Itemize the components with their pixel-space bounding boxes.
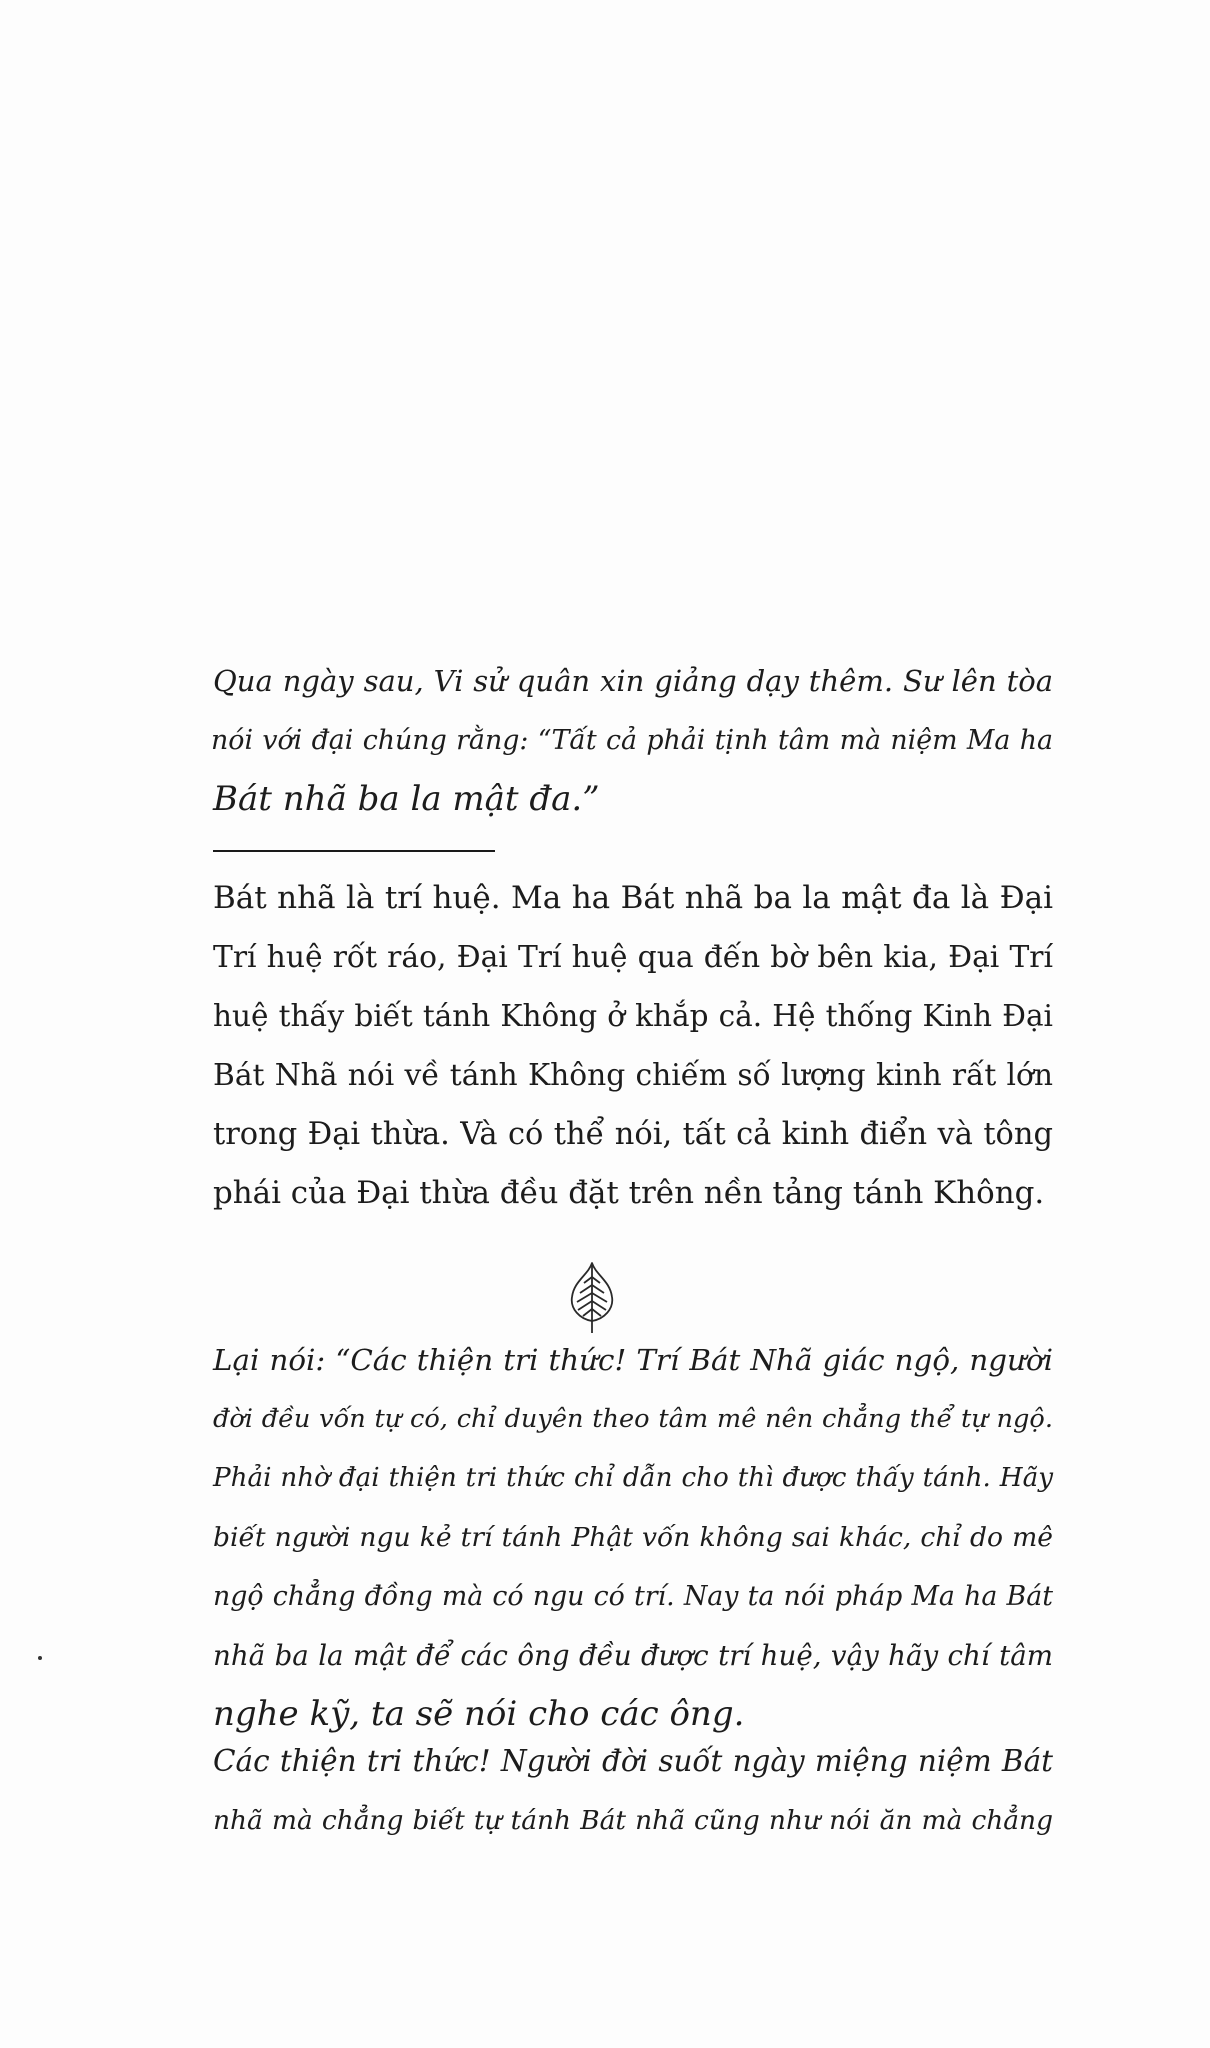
text-line: trong Đại thừa. Và có thể nói, tất cả kinh điển và tông <box>213 1117 1053 1152</box>
text-line: nghe kỹ, ta sẽ nói cho các ông. <box>213 1694 745 1734</box>
text-line: Bát nhã là trí huệ. Ma ha Bát nhã ba la mật đa là Đại <box>213 880 1053 916</box>
text-line: Các thiện tri thức! Người đời suốt ngày miệng niệm Bát <box>213 1744 1053 1778</box>
text-line: phái của Đại thừa đều đặt trên nền tảng tánh Không. <box>213 1175 1045 1211</box>
section-divider <box>213 850 495 852</box>
talk-paragraph <box>213 1331 1053 1744</box>
text-line: Lại nói: “Các thiện tri thức! Trí Bát Nhã giác ngộ, người <box>213 1343 1053 1377</box>
text-line: Phải nhờ đại thiện tri thức chỉ dẫn cho thì được thấy tánh. Hãy <box>213 1463 1053 1493</box>
text-line: ngộ chẳng đồng mà có ngu có trí. Nay ta nói pháp Ma ha Bát <box>213 1581 1053 1612</box>
text-line: Bát Nhã nói về tánh Không chiếm số lượng kinh rất lớn <box>213 1058 1053 1093</box>
text-line: nhã ba la mật để các ông đều được trí huệ, vậy hãy chí tâm <box>213 1639 1053 1672</box>
bodhi-leaf-icon <box>568 1261 616 1335</box>
text-line: nhã mà chẳng biết tự tánh Bát nhã cũng như nói ăn mà chẳng <box>213 1805 1053 1836</box>
talk-continuation-paragraph <box>213 1732 1053 1850</box>
text-line: nói với đại chúng rằng: “Tất cả phải tịnh tâm mà niệm Ma ha <box>211 725 1053 756</box>
intro-paragraph <box>213 652 1053 829</box>
text-line: đời đều vốn tự có, chỉ duyên theo tâm mê nên chẳng thể tự ngộ. <box>213 1404 1053 1434</box>
text-line: Bát nhã ba la mật đa.” <box>213 779 600 819</box>
text-line: huệ thấy biết tánh Không ở khắp cả. Hệ thống Kinh Đại <box>213 999 1053 1033</box>
text-line: biết người ngu kẻ trí tánh Phật vốn không sai khác, chỉ do mê <box>213 1522 1053 1553</box>
text-line: Trí huệ rốt ráo, Đại Trí huệ qua đến bờ bên kia, Đại Trí <box>213 940 1053 975</box>
scan-speck <box>38 1656 42 1660</box>
text-line: Qua ngày sau, Vi sử quân xin giảng dạy thêm. Sư lên tòa <box>213 664 1053 698</box>
commentary-paragraph <box>213 869 1053 1223</box>
